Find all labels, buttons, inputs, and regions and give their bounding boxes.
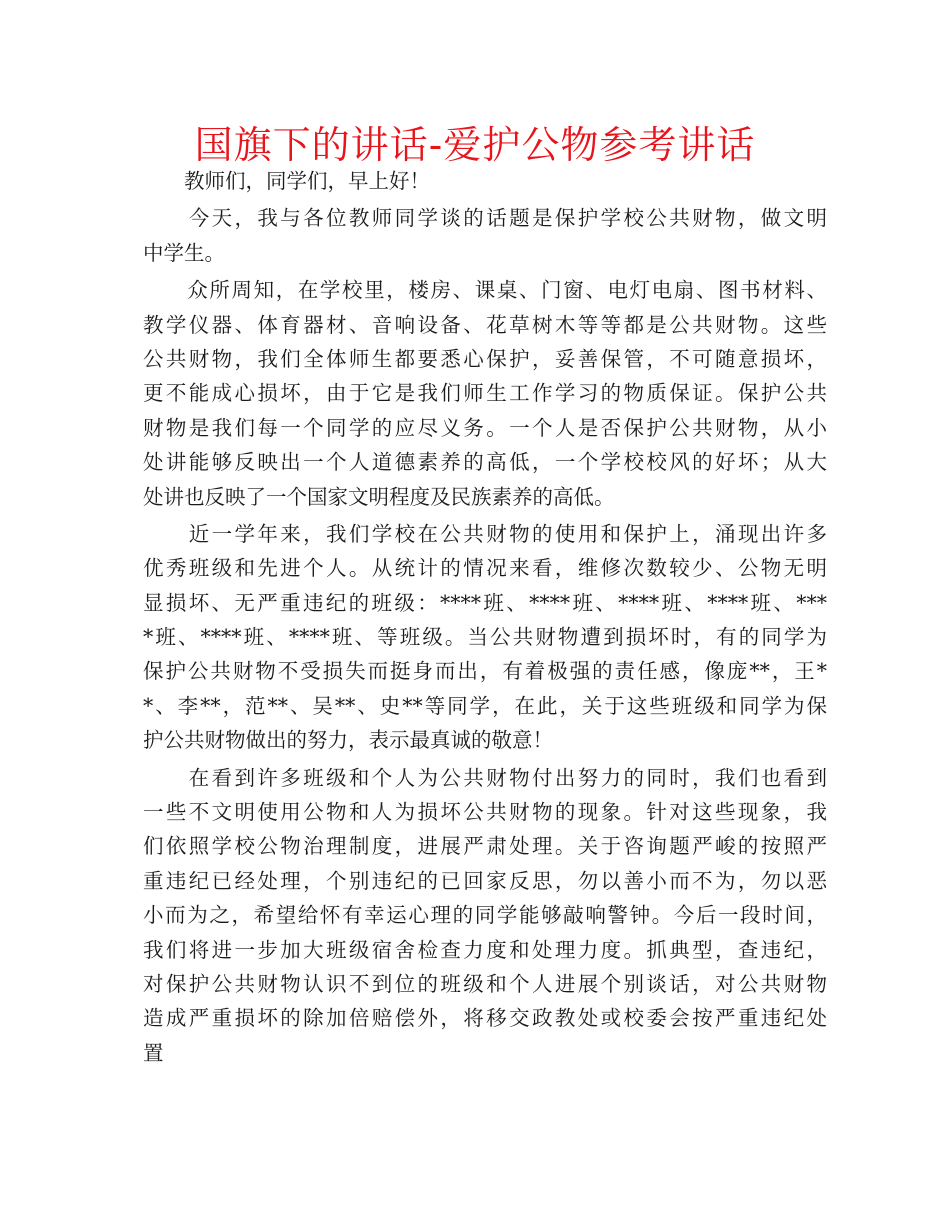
body-line: 教学仪器、体育器材、音响设备、花草树木等等都是公共财物。这些 xyxy=(143,312,827,337)
body-line: *班、****班、****班、等班级。当公共财物遭到损坏时，有的同学为 xyxy=(143,625,827,650)
document-body xyxy=(143,164,827,1070)
body-line: 护公共财物做出的努力，表示最真诚的敬意！ xyxy=(143,728,553,753)
body-line: 处讲能够反映出一个人道德素养的高低，一个学校校风的好坏；从大 xyxy=(143,450,827,475)
body-line: 显损坏、无严重违纪的班级：****班、****班、****班、****班、*** xyxy=(143,590,827,615)
body-line: 置 xyxy=(143,1040,164,1065)
body-line: 近一学年来，我们学校在公共财物的使用和保护上，涌现出许多 xyxy=(143,521,827,546)
body-line: 对保护公共财物认识不到位的班级和个人进展个别谈话，对公共财物 xyxy=(143,971,827,996)
body-line: *、李**，范**、吴**、史**等同学，在此，关于这些班级和同学为保 xyxy=(143,693,827,718)
body-line: 们依照学校公物治理制度，进展严肃处理。关于咨询题严峻的按照严 xyxy=(143,834,827,859)
body-line: 优秀班级和先进个人。从统计的情况来看，维修次数较少、公物无明 xyxy=(143,556,827,581)
body-line: 今天，我与各位教师同学谈的话题是保护学校公共财物，做文明 xyxy=(143,206,827,231)
body-line: 处讲也反映了一个国家文明程度及民族素养的高低。 xyxy=(143,484,615,509)
body-line: 造成严重损坏的除加倍赔偿外，将移交政教处或校委会按严重违纪处 xyxy=(143,1006,827,1031)
document-title: 国旗下的讲话-爱护公物参考讲话 xyxy=(194,123,756,167)
body-line: 我们将进一步加大班级宿舍检查力度和处理力度。抓典型，查违纪， xyxy=(143,937,827,962)
body-line: 小而为之，希望给怀有幸运心理的同学能够敲响警钟。今后一段时间， xyxy=(143,903,827,928)
body-line: 更不能成心损坏，由于它是我们师生工作学习的物质保证。保护公共 xyxy=(143,381,827,406)
body-line: 在看到许多班级和个人为公共财物付出努力的同时，我们也看到 xyxy=(143,765,827,790)
body-line: 众所周知，在学校里，楼房、课桌、门窗、电灯电扇、图书材料、 xyxy=(143,278,827,303)
body-line: 财物是我们每一个同学的应尽义务。一个人是否保护公共财物，从小 xyxy=(143,415,827,440)
body-line: 教师们，同学们，早上好！ xyxy=(143,169,430,193)
body-line: 重违纪已经处理，个别违纪的已回家反思，勿以善小而不为，勿以恶 xyxy=(143,868,827,893)
body-line: 保护公共财物不受损失而挺身而出，有着极强的责任感，像庞**，王* xyxy=(143,659,827,684)
body-line: 中学生。 xyxy=(143,240,225,265)
body-line: 一些不文明使用公物和人为损坏公共财物的现象。针对这些现象，我 xyxy=(143,800,827,825)
body-line: 公共财物，我们全体师生都要悉心保护，妥善保管，不可随意损坏， xyxy=(143,346,827,371)
